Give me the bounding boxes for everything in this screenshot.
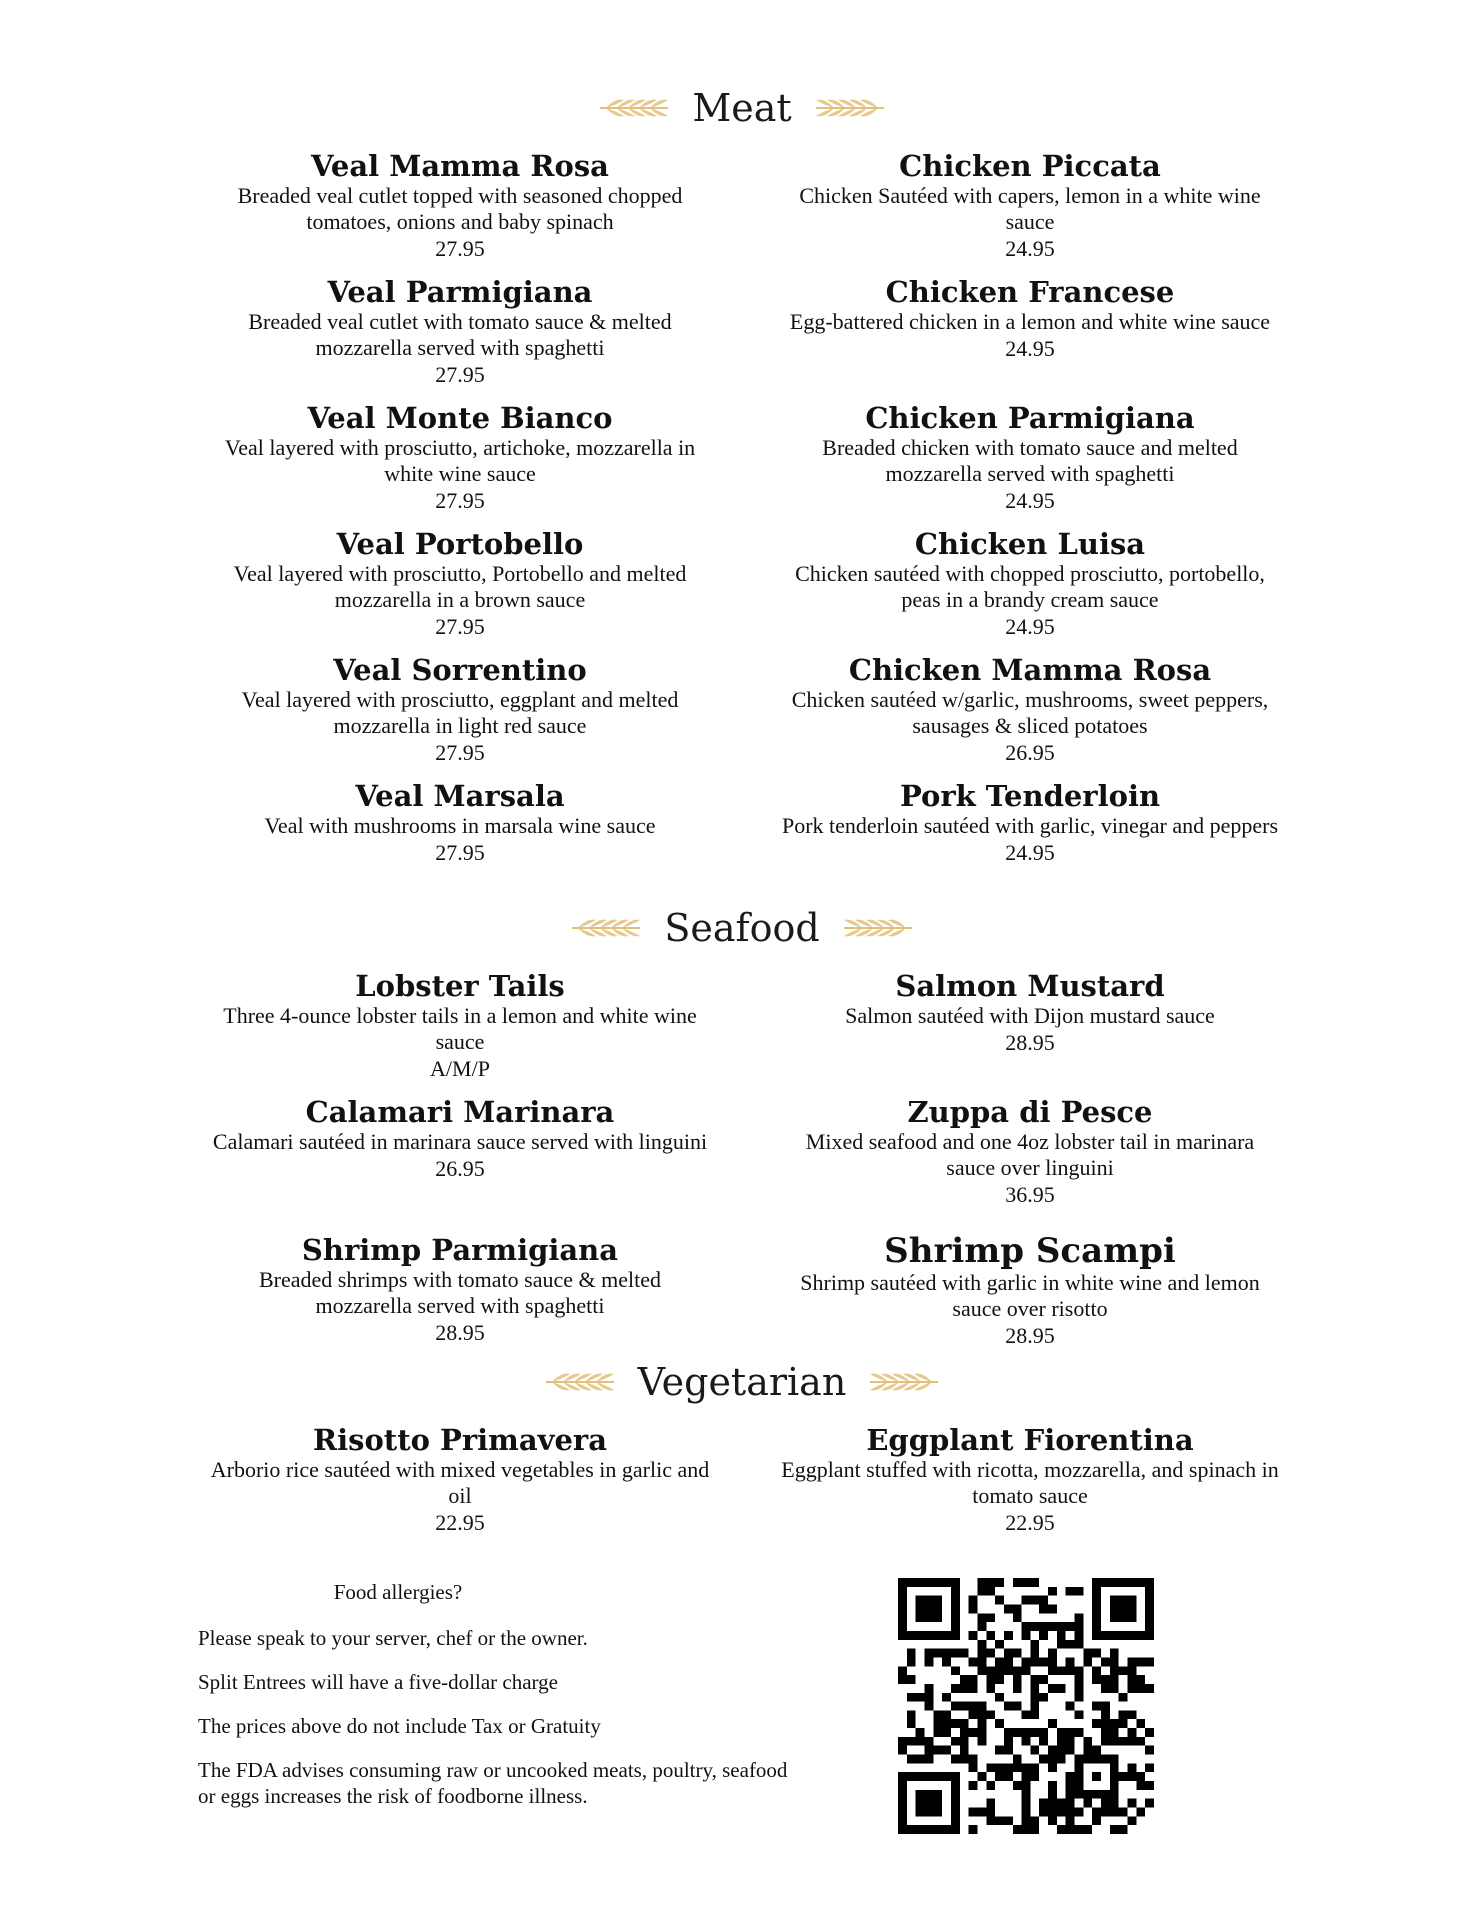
item-price: 26.95 — [435, 1156, 485, 1181]
item-name: Veal Portobello — [336, 527, 584, 561]
section-header-meat — [0, 88, 1484, 128]
item-description: Breaded veal cutlet with tomato sauce & melted mozzarella served with spaghetti — [248, 309, 672, 360]
item-price: 27.95 — [435, 614, 485, 639]
fda-advisory: The FDA advises consuming raw or uncooked meats, poultry, seafood or eggs increases the risk of foodborne illness. — [198, 1758, 788, 1808]
item-description: Egg-battered chicken in a lemon and white wine sauce — [789, 309, 1271, 334]
item-description: Chicken sautéed w/garlic, mushrooms, sweet peppers, sausages & sliced potatoes — [791, 687, 1269, 738]
note-line: Split Entrees will have a five-dollar charge — [198, 1670, 558, 1694]
item-description: Salmon sautéed with Dijon mustard sauce — [845, 1003, 1215, 1028]
menu-item — [195, 1424, 725, 1536]
item-price: 27.95 — [435, 488, 485, 513]
menu-item — [765, 1232, 1295, 1349]
item-price: 28.95 — [435, 1320, 485, 1345]
item-name: Chicken Luisa — [914, 527, 1146, 561]
menu-item — [195, 150, 725, 262]
item-price: 27.95 — [435, 740, 485, 765]
item-description: Pork tenderloin sautéed with garlic, vinegar and peppers — [781, 813, 1279, 838]
item-name: Calamari Marinara — [305, 1095, 615, 1129]
item-name: Chicken Francese — [885, 275, 1175, 309]
allergy-note-title: Food allergies? — [333, 1580, 463, 1604]
section-title: Vegetarian — [637, 1360, 847, 1404]
section-title: Meat — [692, 86, 792, 130]
item-description: Veal layered with prosciutto, eggplant and melted mozzarella in light red sauce — [241, 687, 679, 738]
item-price: 24.95 — [1005, 488, 1055, 513]
menu-item — [765, 970, 1295, 1056]
menu-item — [765, 1424, 1295, 1536]
menu-item — [765, 1096, 1295, 1208]
item-name: Eggplant Fiorentina — [866, 1423, 1194, 1457]
note-line: Please speak to your server, chef or the owner. — [198, 1626, 588, 1650]
item-description: Veal layered with prosciutto, artichoke, mozzarella in white wine sauce — [224, 435, 696, 486]
menu-item — [765, 276, 1295, 362]
item-description: Breaded chicken with tomato sauce and melted mozzarella served with spaghetti — [822, 435, 1238, 486]
wheat-icon — [570, 908, 642, 948]
item-name: Veal Marsala — [355, 779, 565, 813]
item-price: 22.95 — [435, 1510, 485, 1535]
menu-item — [765, 150, 1295, 262]
menu-item — [195, 1096, 725, 1182]
item-description: Breaded shrimps with tomato sauce & melted mozzarella served with spaghetti — [258, 1267, 661, 1318]
item-price: 27.95 — [435, 362, 485, 387]
menu-item — [195, 780, 725, 866]
item-price: 28.95 — [1005, 1323, 1055, 1348]
item-price: 27.95 — [435, 236, 485, 261]
item-description: Arborio rice sautéed with mixed vegetables in garlic and oil — [210, 1457, 710, 1508]
item-price: A/M/P — [430, 1056, 490, 1081]
item-name: Pork Tenderloin — [899, 779, 1161, 813]
item-name: Chicken Parmigiana — [865, 401, 1195, 435]
item-name: Risotto Primavera — [313, 1423, 607, 1457]
item-description: Veal with mushrooms in marsala wine sauce — [264, 813, 656, 838]
item-name: Salmon Mustard — [895, 969, 1165, 1003]
menu-item — [195, 1234, 725, 1346]
item-price: 36.95 — [1005, 1182, 1055, 1207]
item-price: 27.95 — [435, 840, 485, 865]
menu-item — [195, 528, 725, 640]
item-price: 26.95 — [1005, 740, 1055, 765]
qr-code[interactable] — [898, 1578, 1154, 1834]
menu-item — [195, 654, 725, 766]
menu-item — [195, 402, 725, 514]
item-description: Chicken Sautéed with capers, lemon in a white wine sauce — [799, 183, 1261, 234]
item-description: Shrimp sautéed with garlic in white wine and lemon sauce over risotto — [800, 1270, 1260, 1321]
item-price: 24.95 — [1005, 336, 1055, 361]
item-name: Veal Monte Bianco — [307, 401, 613, 435]
item-name: Veal Sorrentino — [333, 653, 587, 687]
item-name: Chicken Mamma Rosa — [848, 653, 1212, 687]
wheat-icon — [868, 1362, 940, 1402]
menu-notes — [198, 1580, 818, 1827]
wheat-icon — [842, 908, 914, 948]
item-name: Shrimp Scampi — [884, 1231, 1176, 1271]
item-price: 28.95 — [1005, 1030, 1055, 1055]
item-description: Chicken sautéed with chopped prosciutto, portobello, peas in a brandy cream sauce — [795, 561, 1265, 612]
item-name: Shrimp Parmigiana — [301, 1233, 619, 1267]
item-price: 24.95 — [1005, 614, 1055, 639]
item-description: Veal layered with prosciutto, Portobello and melted mozzarella in a brown sauce — [233, 561, 687, 612]
item-name: Zuppa di Pesce — [907, 1095, 1153, 1129]
menu-item — [195, 970, 725, 1082]
menu-item — [765, 780, 1295, 866]
item-description: Calamari sautéed in marinara sauce served with linguini — [212, 1129, 708, 1154]
item-description: Eggplant stuffed with ricotta, mozzarella, and spinach in tomato sauce — [781, 1457, 1279, 1508]
item-description: Breaded veal cutlet topped with seasoned chopped tomatoes, onions and baby spinach — [237, 183, 683, 234]
menu-item — [765, 654, 1295, 766]
note-line: The prices above do not include Tax or Gratuity — [198, 1714, 601, 1738]
wheat-icon — [544, 1362, 616, 1402]
section-header-vegetarian — [0, 1362, 1484, 1402]
wheat-icon — [814, 88, 886, 128]
item-name: Veal Mamma Rosa — [311, 149, 609, 183]
item-price: 24.95 — [1005, 236, 1055, 261]
item-description: Three 4-ounce lobster tails in a lemon and white wine sauce — [223, 1003, 697, 1054]
item-name: Chicken Piccata — [899, 149, 1161, 183]
menu-item — [765, 528, 1295, 640]
wheat-icon — [598, 88, 670, 128]
item-name: Veal Parmigiana — [327, 275, 593, 309]
item-price: 24.95 — [1005, 840, 1055, 865]
item-description: Mixed seafood and one 4oz lobster tail in marinara sauce over linguini — [805, 1129, 1255, 1180]
section-title: Seafood — [664, 906, 820, 950]
item-name: Lobster Tails — [355, 969, 565, 1003]
menu-item — [195, 276, 725, 388]
section-header-seafood — [0, 908, 1484, 948]
menu-item — [765, 402, 1295, 514]
item-price: 22.95 — [1005, 1510, 1055, 1535]
